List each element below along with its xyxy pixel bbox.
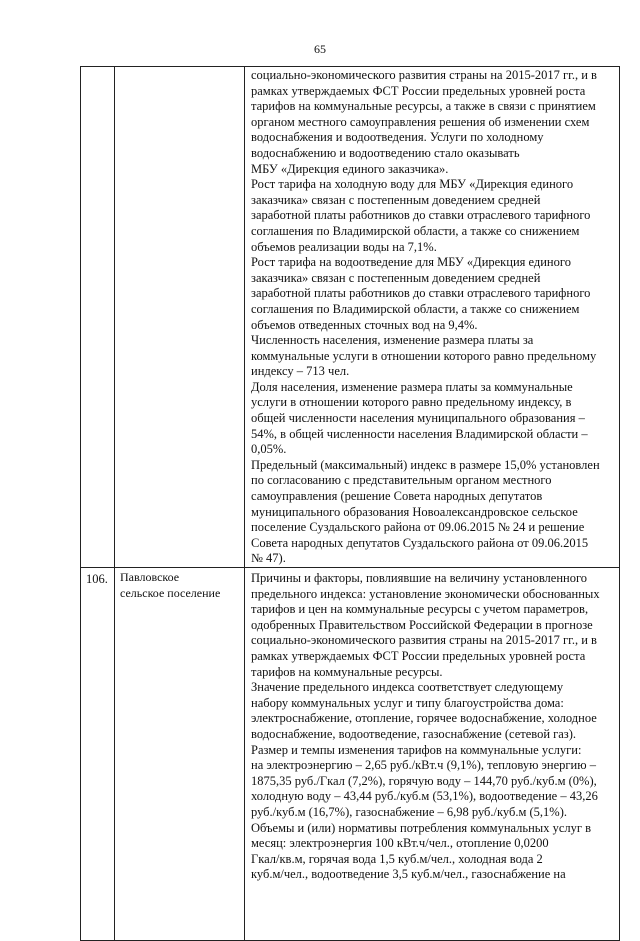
text-line: тарифов на коммунальные ресурсы, а также в связи с принятием [251,99,596,114]
text-line: Доля населения, изменение размера платы за коммунальные [251,379,573,394]
text-line: соглашения по Владимирской области, а также со снижением [251,301,580,316]
text-line: самоуправления (решение Совета народных депутатов [251,489,543,504]
text-line: рамках утверждаемых ФСТ России предельных уровней роста [251,83,586,98]
settlement-name-line: сельское поселение [120,585,221,600]
text-line: соглашения по Владимирской области, а также со снижением [251,223,580,238]
text-line: социально-экономического развития страны на 2015-2017 гг., и в [251,633,597,648]
text-line: холодную воду – 43,44 руб./куб.м (53,1%), водоотведение – 43,26 [251,789,598,804]
text-line: по согласованию с представительным органом местного [251,473,552,488]
text-line: поселение Суздальского района от 09.06.2015 № 24 и решение [251,520,585,535]
paragraph [251,380,615,458]
text-line: заказчика» связан с постепенным доведением средней [251,192,541,207]
text-line: объемов реализации воды на 7,1%. [251,239,437,254]
text-line: Причины и факторы, повлиявшие на величину установленного [251,571,588,585]
text-line: рамках утверждаемых ФСТ России предельных уровней роста [251,648,586,663]
text-line: тарифов на коммунальные ресурсы. [251,664,443,679]
settlement-name-cell [115,67,245,568]
settlement-name-line: Павловское [120,570,180,584]
table-row [81,67,620,568]
paragraph [251,68,615,177]
text-line: общей численности населения муниципального образования – [251,411,585,426]
paragraph [251,333,615,380]
table-row [81,568,620,941]
text-line: на электроэнергию – 2,65 руб./кВт.ч (9,1%), тепловую энергию – [251,758,596,773]
text-line: Рост тарифа на водоотведение для МБУ «Дирекция единого [251,255,571,270]
text-line: заказчика» связан с постепенным доведением средней [251,270,541,285]
text-line: Численность населения, изменение размера платы за [251,333,534,348]
row-number-cell: 106. [81,568,115,941]
paragraph [251,177,615,255]
text-line: коммунальные услуги в отношении которого равно предельному [251,348,597,363]
text-line: электроснабжение, отопление, горячее водоснабжение, холодное [251,711,597,726]
text-line: набору коммунальных услуг и типу благоустройства дома: [251,695,564,710]
text-line: Размер и темпы изменения тарифов на коммунальные услуги: [251,742,582,757]
page-number: 65 [314,42,326,56]
text-line: водоснабжению и водоотведению стало оказывать [251,145,520,160]
text-line: 1875,35 руб./Гкал (7,2%), горячую воду – 144,70 руб./куб.м (0%), [251,773,597,788]
municipal-index-table [80,66,620,941]
text-line: объемов отведенных сточных вод на 9,4%. [251,317,478,332]
text-line: № 47). [251,551,286,566]
paragraph [251,680,615,742]
text-line: месяц: электроэнергия 100 кВт.ч/чел., отопление 0,0200 [251,836,549,851]
description-cell [245,568,620,941]
row-number-cell [81,67,115,568]
settlement-name-cell [115,568,245,941]
paragraph [251,255,615,333]
text-line: Рост тарифа на холодную воду для МБУ «Дирекция единого [251,177,574,192]
text-line: индексу – 713 чел. [251,364,350,379]
paragraph [251,571,615,680]
text-line: органом местного самоуправления решения об изменении схем [251,114,590,129]
text-line: одобренных Правительством Российской Федерации в прогнозе [251,617,593,632]
text-line: тарифов и цен на коммунальные ресурсы с учетом параметров, [251,602,589,617]
text-line: заработной платы работников до ставки отраслевого тарифного [251,208,591,223]
text-line: социально-экономического развития страны на 2015-2017 гг., и в [251,68,597,82]
text-line: Объемы и (или) нормативы потребления коммунальных услуг в [251,820,592,835]
text-line: муниципального образования Новоалександровское сельское [251,504,578,519]
text-line: Совета народных депутатов Суздальского района от 09.06.2015 [251,535,589,550]
description-cell [245,67,620,568]
text-line: водоснабжение, водоотведение, газоснабжение (сетевой газ). [251,726,577,741]
text-line: услуги в отношении которого равно предельному индексу, в [251,395,572,410]
paragraph [251,458,615,567]
text-line: 54%, в общей численности населения Владимирской области – [251,426,588,441]
paragraph [251,821,615,883]
text-line: предельного индекса: установление экономически обоснованных [251,586,600,601]
text-line: 0,05%. [251,442,287,457]
text-line: заработной платы работников до ставки отраслевого тарифного [251,286,591,301]
text-line: руб./куб.м (16,7%), газоснабжение – 6,98 руб./куб.м (5,1%). [251,804,567,819]
text-line: водоснабжения и водоотведения. Услуги по холодному [251,130,544,145]
text-line: Предельный (максимальный) индекс в размере 15,0% установлен [251,457,600,472]
text-line: МБУ «Дирекция единого заказчика». [251,161,449,176]
text-line: куб.м/чел., водоотведение 3,5 куб.м/чел., газоснабжение на [251,867,566,882]
text-line: Значение предельного индекса соответствует следующему [251,680,564,695]
text-line: Гкал/кв.м, горячая вода 1,5 куб.м/чел., холодная вода 2 [251,851,543,866]
paragraph [251,743,615,821]
